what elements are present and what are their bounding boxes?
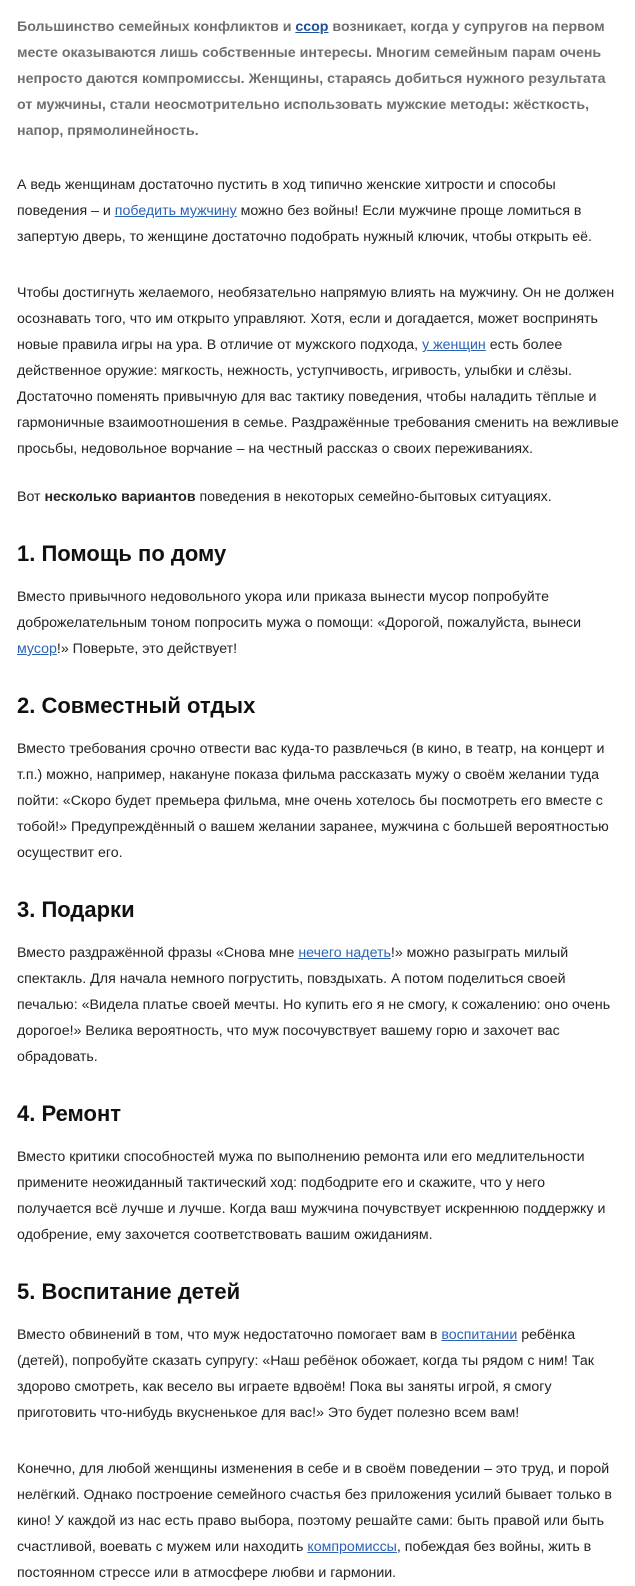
section-3-paragraph	[17, 940, 621, 1070]
paragraph-text: Вместо обвинений в том, что муж недостаточно помогает вам в	[17, 1327, 442, 1343]
lead-text: возникает, когда у супругов на первом месте оказываются лишь собственные интересы. Многим семейным парам очень непросто даются компромиссы. Женщины, стараясь добиться нужного результата от мужчины, стали неосмотрительно использовать мужские методы: жёсткость, напор, прямолинейность.	[17, 19, 606, 139]
paragraph-text: есть более действенное оружие: мягкость, нежность, уступчивость, игривость, улыбки и слёзы. Достаточно поменять привычную для вас тактику поведения, чтобы наладить тёплые и гармоничные взаимоотношения в семье. Раздражённые требования сменить на вежливые просьбы, недовольное ворчание – на честный рассказ о своих переживаниях.	[17, 337, 619, 457]
conclusion-paragraph	[17, 1456, 621, 1586]
paragraph-text: Чтобы достигнуть желаемого, необязательно напрямую влиять на мужчину. Он не должен осознавать того, что им открыто управляют. Хотя, если и догадается, может воспринять новые правила игры на ура. В отличие от мужского подхода,	[17, 285, 615, 353]
section-5-paragraph	[17, 1322, 621, 1426]
paragraph-text: Конечно, для любой женщины изменения в себе и в своём поведении – это труд, и порой нелёгкий. Однако построение семейного счастья без приложения усилий бывает только в кино! У каждой из нас есть право выбора, поэтому решайте сами: быть правой или быть счастливой, воевать с мужем или находить	[17, 1461, 612, 1555]
section-4-paragraph: Вместо критики способностей мужа по выполнению ремонта или его медлительности примените неожиданный тактический ход: подбодрите его и скажите, что у него получается всё лучше и лучше. Когда ваш мужчина почувствует искреннюю поддержку и одобрение, ему захочется соответствовать вашим ожиданиям.	[17, 1149, 606, 1243]
section-heading-2: 2. Совместный отдых	[17, 693, 256, 718]
lead-text: Большинство семейных конфликтов и	[17, 19, 296, 35]
paragraph-2	[17, 280, 621, 462]
paragraph-text: можно без войны! Если мужчине проще ломиться в запертую дверь, то женщине достаточно подобрать нужный ключик, чтобы открыть её.	[17, 203, 592, 245]
paragraph-text: ребёнка (детей), попробуйте сказать супругу: «Наш ребёнок обожает, когда ты рядом с ним! Так здорово смотреть, как весело вы играете вдвоём! Пока вы заняты игрой, я смогу приготовить что-нибудь вкусненькое для вас!» Это будет полезно всем вам!	[17, 1327, 594, 1421]
bold-phrase: несколько вариантов	[44, 489, 196, 505]
section-2-paragraph: Вместо требования срочно отвести вас куда-то развлечься (в кино, в театр, на концерт и т.п.) можно, например, накануне показа фильма рассказать мужу о своём желании туда пойти: «Скоро будет премьера фильма, мне очень хотелось бы посмотреть его вместе с тобой!» Предупреждённый о вашем желании заранее, мужчина с большей вероятностью осуществит его.	[17, 741, 609, 861]
section-heading-4: 4. Ремонт	[17, 1101, 122, 1126]
paragraph-text: А ведь женщинам достаточно пустить в ход типично женские хитрости и способы поведения – и	[17, 177, 556, 219]
paragraph-1	[17, 172, 621, 250]
paragraph-3	[17, 484, 621, 510]
paragraph-text: !» можно разыграть милый спектакль. Для начала немного погрустить, повздыхать. А потом поделиться своей печалью: «Видела платье своей мечты. Но купить его я не смогу, к сожалению: оно очень дорогое!» Велика вероятность, что муж посочувствует вашему горю и захочет вас обрадовать.	[17, 945, 611, 1065]
section-1-paragraph	[17, 584, 621, 662]
section-heading-5: 5. Воспитание детей	[17, 1279, 241, 1304]
link-u-zhenshchin[interactable]: у женщин	[422, 337, 486, 353]
paragraph-text: поведения в некоторых семейно-бытовых ситуациях.	[195, 489, 552, 505]
link-nechego-nadet[interactable]: нечего надеть	[298, 945, 391, 961]
section-heading-3: 3. Подарки	[17, 897, 135, 922]
link-vospitanii[interactable]: воспитании	[441, 1327, 518, 1343]
link-pobedit-muzhchinu[interactable]: победить мужчину	[114, 203, 237, 219]
paragraph-text: Вот	[17, 489, 45, 505]
paragraph-text: , побеждая без войны, жить в постоянном стрессе или в атмосфере любви и гармонии.	[17, 1539, 592, 1581]
lead-paragraph	[17, 14, 621, 144]
link-kompromissy[interactable]: компромиссы	[307, 1539, 397, 1555]
paragraph-text: Вместо раздражённой фразы «Снова мне	[17, 945, 299, 961]
paragraph-text: Вместо привычного недовольного укора или приказа вынести мусор попробуйте доброжелательным тоном попросить мужа о помощи: «Дорогой, пожалуйста, вынеси	[17, 589, 582, 631]
paragraph-text: !» Поверьте, это действует!	[56, 641, 238, 657]
link-musor[interactable]: мусор	[17, 641, 57, 657]
section-heading-1: 1. Помощь по дому	[17, 541, 227, 566]
link-ssor[interactable]: ссор	[295, 19, 329, 35]
